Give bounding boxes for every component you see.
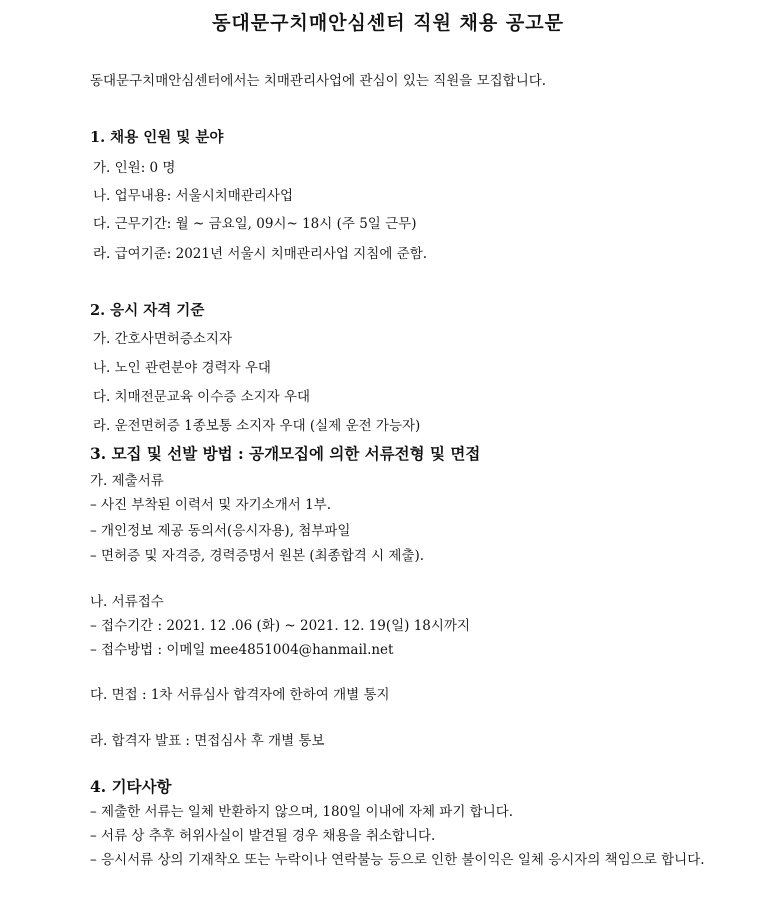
section1-item: 가. 인원: 0 명	[93, 160, 176, 176]
section3-heading: 3. 모집 및 선발 방법 : 공개모집에 의한 서류전형 및 면접	[90, 444, 481, 463]
docs-item: – 면허증 및 자격증, 경력증명서 원본 (최종합격 시 제출).	[90, 548, 425, 564]
section1-item: 다. 근무기간: 월 ~ 금요일, 09시~ 18시 (주 5일 근무)	[93, 216, 417, 232]
docs-item: – 사진 부착된 이력서 및 자기소개서 1부.	[90, 497, 331, 513]
page-title: 동대문구치매안심센터 직원 채용 공고문	[212, 12, 564, 34]
docs-label: 가. 제출서류	[90, 473, 164, 489]
section2-heading: 2. 응시 자격 기준	[90, 302, 205, 319]
section4-heading: 4. 기타사항	[90, 777, 172, 796]
intro-text: 동대문구치매안심센터에서는 치매관리사업에 관심이 있는 직원을 모집합니다.	[90, 73, 547, 89]
section4-item: – 응시서류 상의 기재착오 또는 누락이나 연락불능 등으로 인한 불이익은 일체 응시자의 책임으로 합니다.	[90, 852, 705, 868]
announce-text: 라. 합격자 발표 : 면접심사 후 개별 통보	[90, 733, 325, 749]
section1-item: 라. 급여기준: 2021년 서울시 치매관리사업 지침에 준함.	[93, 246, 428, 262]
receipt-item: – 접수기간 : 2021. 12 .06 (화) ~ 2021. 12. 19(일) 18시까지	[90, 618, 471, 634]
section4-item: – 서류 상 추후 허위사실이 발견될 경우 채용을 취소합니다.	[90, 828, 436, 844]
docs-item: – 개인정보 제공 동의서(응시자용), 첨부파일	[90, 523, 351, 539]
section2-item: 다. 치매전문교육 이수증 소지자 우대	[93, 389, 311, 405]
section2-item: 라. 운전면허증 1종보통 소지자 우대 (실제 운전 가능자)	[93, 418, 421, 434]
section1-heading: 1. 채용 인원 및 분야	[90, 129, 224, 146]
section2-item: 나. 노인 관련분야 경력자 우대	[93, 360, 271, 376]
receipt-label: 나. 서류접수	[90, 594, 164, 610]
receipt-item: – 접수방법 : 이메일 mee4851004@hanmail.net	[90, 642, 394, 658]
section1-item: 나. 업무내용: 서울시치매관리사업	[93, 188, 293, 204]
section2-item: 가. 간호사면허증소지자	[93, 331, 232, 347]
interview-text: 다. 면접 : 1차 서류심사 합격자에 한하여 개별 통지	[90, 687, 390, 703]
section4-item: – 제출한 서류는 일체 반환하지 않으며, 180일 이내에 자체 파기 합니다.	[90, 804, 514, 820]
